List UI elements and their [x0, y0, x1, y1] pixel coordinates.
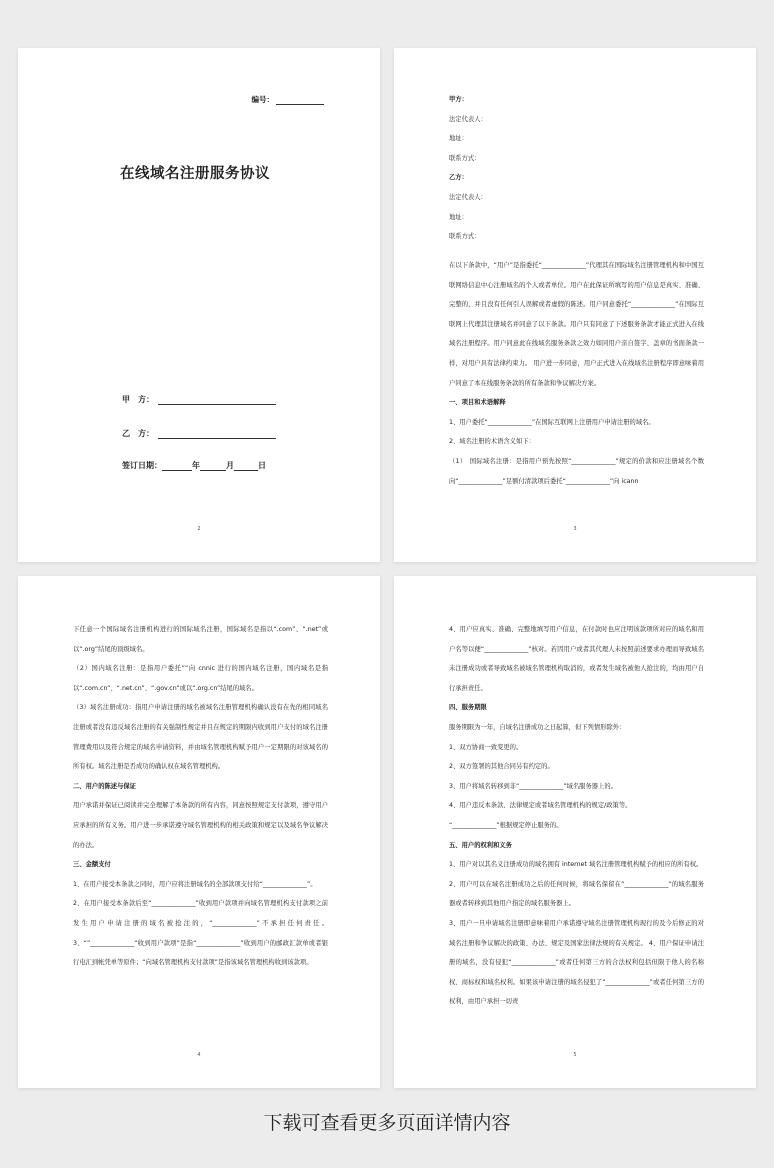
paragraph: 1、用户对以其名义注册成功的域名拥有 internet 域名注册管理机构赋予的相应的所有权。 [449, 861, 703, 869]
party-a-label: 甲 方： [122, 395, 154, 404]
party-a-signature-field [122, 394, 276, 405]
document-page-4 [18, 576, 380, 1088]
section-heading: 五、用户的权利和义务 [449, 841, 512, 849]
paragraph: 2、双方签署的其他合同另有约定的。 [449, 763, 554, 771]
field-line: 地址： [449, 213, 468, 221]
paragraph: “______________”根据规定停止服务的。 [449, 821, 563, 829]
page-number: 3 [573, 526, 577, 532]
paragraph: 在以下条款中，“用户”是指委托“______________”代理其在国际域名注册管理机构和中国互联网络信息中心注册域名的个人或者单位。用户在此保证所填写的用户信息是真实、准确、完整的，并且没有任何引人误解或者虚假的陈述。用户同意委托“______________”在国际互联网上代理其注册域名并同意了以下条款。用户只有同意了下述服务条款才能正式进入在线域名注册程序。用户同意此在线域名服务条款之效力如同用户亲自签字、盖章的书面条款一样，对用户具有法律约束力。 用户进一步同意，用户正式进入在线域名注册程序即意味着用户同意了本在线服务条款的所有条款和争议解决方案。 [449, 262, 704, 387]
year-blank [162, 462, 192, 471]
paragraph: 4、用户违反本条款、法律规定或者域名管理机构的规定/政策等。 [449, 802, 632, 810]
paragraph: （2）国内域名注册：是指用户委托“”向 cnnic 进行的国内域名注册，国内域名是指以“.com.cn”、“.net.cn”、“.gov.cn”或以“.org.cn”结尾的域名。 [73, 665, 328, 692]
page-3-text [449, 256, 704, 491]
paragraph: 3、用户将域名转移到非“______________”域名服务器上的。 [449, 782, 617, 790]
section-heading: 三、金额支付 [73, 861, 111, 869]
party-b-signature-field [122, 428, 276, 439]
year-label: 年 [192, 461, 200, 470]
paragraph: 2、域名注册的术语含义如下： [449, 438, 535, 446]
page-5-text [449, 620, 704, 1012]
day-blank [234, 462, 258, 471]
paragraph: 4、用户应真实、准确、完整地填写用户信息，在付款时也应注明该款项所对应的域名和用户名等以便“______________”核对。若因用户或者其代理人未按照前述要求办理而导致域名未注册成功或者导致域名被域名管理机构取消的，或者发生域名被他人抢注的，均由用户自行承担责任。 [449, 626, 704, 692]
section-heading: 乙方： [449, 174, 468, 182]
signing-date-field [122, 460, 266, 471]
document-page-3 [394, 48, 756, 562]
field-line: 法定代表人： [449, 115, 487, 123]
month-label: 月 [226, 461, 234, 470]
document-page-cover [18, 48, 380, 562]
section-heading: 一、项目和术语解释 [449, 399, 506, 407]
paragraph: 下任意一个国际域名注册机构进行的国际域名注册，国际域名是指以“.com”、“.net”或以“.org”结尾的顶级域名。 [73, 626, 328, 653]
page-number: 5 [573, 1052, 577, 1058]
paragraph: 用户承诺并保证已阅读并完全理解了本条款的所有内容，同意按照规定支付款项，遵守用户应承担的所有义务。用户进一步承诺遵守域名管理机构的相关政策和规定以及域名争议解决的办法。 [73, 802, 328, 849]
field-line: 地址： [449, 135, 468, 143]
serial-number-field [252, 94, 325, 105]
paragraph: 1、在用户接受本条款之同时，用户应将注册域名的全部款项支付给“______________”。 [73, 880, 317, 888]
month-blank [200, 462, 226, 471]
day-label: 日 [258, 461, 266, 470]
serial-number-label: 编号： [251, 95, 274, 104]
agreement-title: 在线域名注册服务协议 [120, 166, 270, 182]
field-line: 联系方式： [449, 233, 481, 241]
field-line: 联系方式： [449, 154, 481, 162]
section-heading: 二、用户的陈述与保证 [73, 782, 136, 790]
serial-number-blank [276, 97, 324, 105]
paragraph: 2、用户可以在域名注册成功之后的任何时候，将域名保留在“______________”的域名服务器或者转移到其他用户指定的域名服务器上。 [449, 880, 704, 908]
paragraph: （3）域名注册成功：指用户申请注册的域名被域名注册管理机构确认没有在先的相同域名注册或者没有违反域名注册的有关强制性规定并且在规定的期限内收到用户支付的域名注册管理费用以及符合规定的域名申请资料，并由域名管理机构赋予用户一定期限的对该域名的所有权。域名注册是否成功的确认权在域名管理机构。 [73, 704, 328, 771]
page-number: 4 [197, 1052, 201, 1058]
section-heading: 四、服务期限 [449, 704, 487, 712]
page-number: 2 [197, 526, 201, 532]
party-a-blank [158, 396, 276, 405]
party-b-blank [158, 430, 276, 439]
section-heading: 甲方： [449, 96, 468, 103]
download-more-prompt[interactable]: 下载可查看更多页面详情内容 [263, 1112, 511, 1134]
signing-date-label: 签订日期： [122, 461, 162, 470]
field-line: 法定代表人： [449, 193, 487, 201]
paragraph: 3、用户一旦申请域名注册即意味着用户承诺遵守域名注册管理机构现行的及今后修正的对域名注册和争议解决的政策、办法、规定及国家法律法规的有关规定。 4、用户保证申请注册的域名，没有侵犯“______________”或者任何第三方的合法权利包括但限于他人的名称权、商标权和域名权利。如果该申请注册的域名侵犯了“______________”或者任何第三方的权利，由用户承担一切责 [449, 919, 704, 1006]
paragraph: 2、在用户接受本条款后至“______________”收到用户款项并向域名管理机构支付款项之前发生用户申请注册的域名被抢注的，“______________”不承担任何责任。 3、“”______________“收到用户款项”是指“______________”收到用户的邮政汇款单或者银行电汇到帐凭单等原件；“向域名管理机构支付款项”是指该域名管理机构收到该款项。 [73, 900, 328, 967]
party-b-label: 乙 方： [122, 429, 154, 438]
paragraph: （1） 国际域名注册：是指用户预先按照“______________”规定的价款和应注册域名个数向“______________”足额付清款项后委托“______________”向 icann [449, 457, 704, 485]
paragraph: 1、用户委托“______________”在国际互联网上注册用户申请注册的域名。 [449, 418, 655, 426]
document-page-5 [394, 576, 756, 1088]
page-4-text [73, 620, 328, 973]
paragraph: 1、双方协商一致变更的。 [449, 743, 523, 751]
party-info-block [449, 90, 704, 247]
paragraph: 服务期限为一年，自域名注册成功之日起算，但下列情形除外： [449, 723, 626, 731]
